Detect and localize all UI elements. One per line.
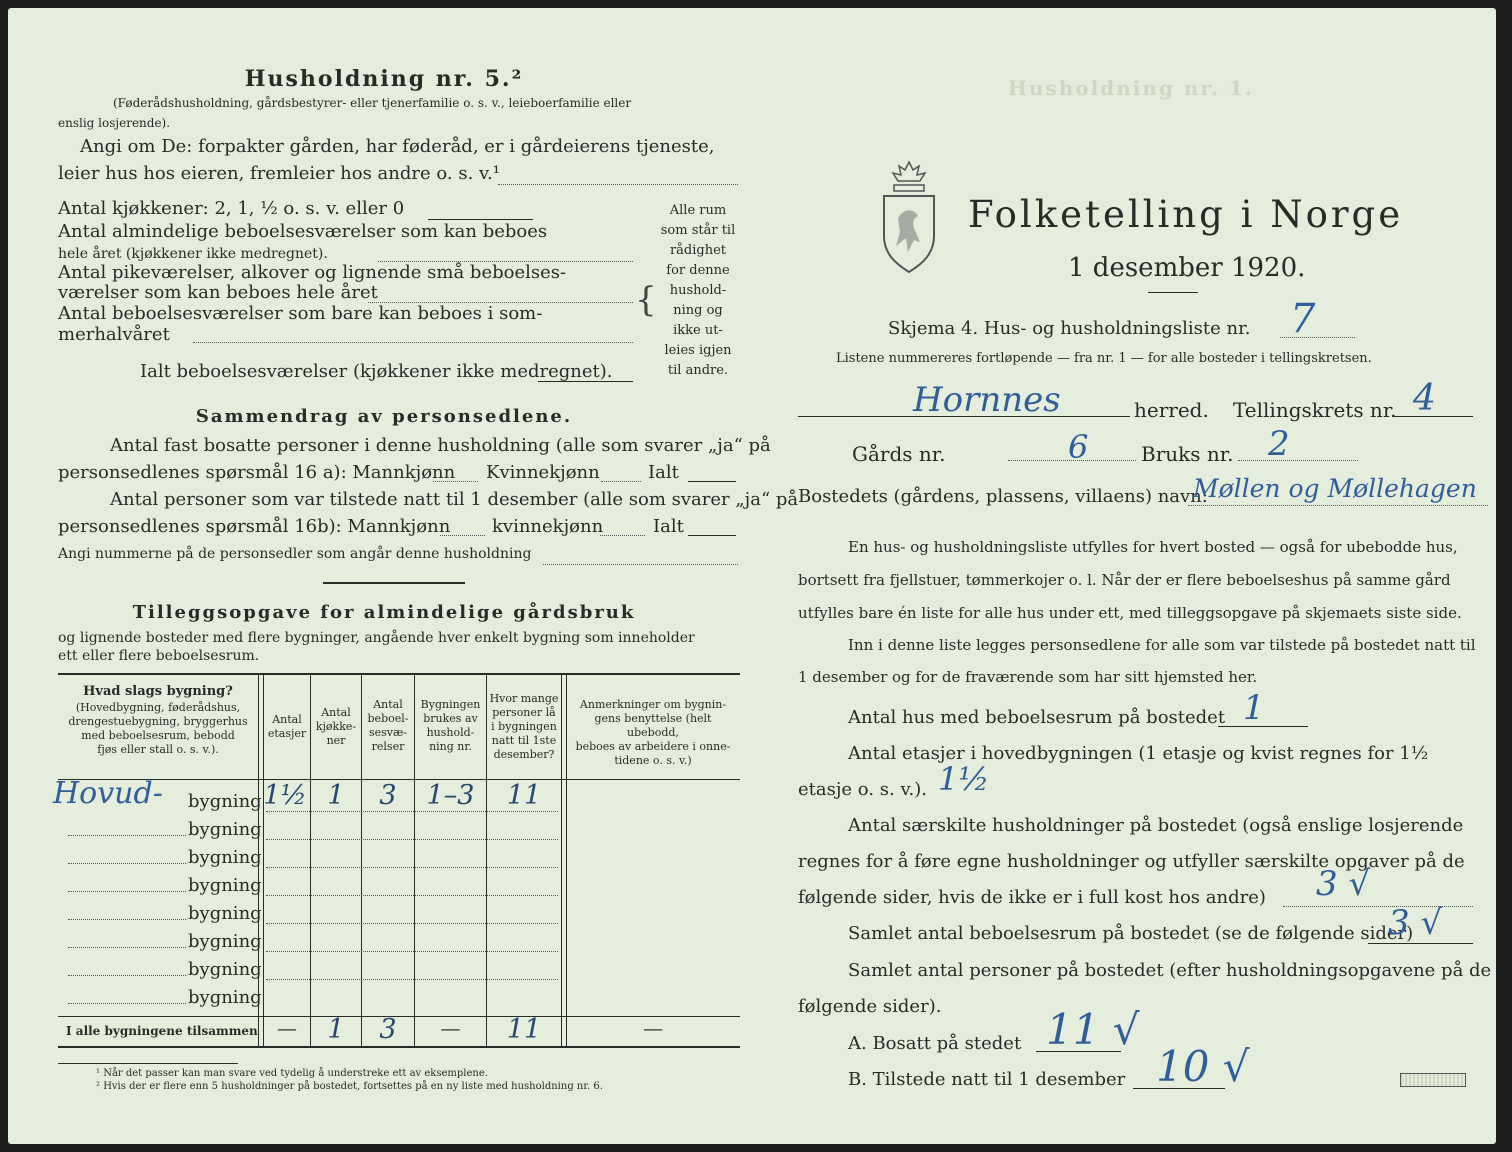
listing-note: Listene nummereres fortløpende — fra nr. 1 — for alle bosteder i tellingskretsen. <box>836 351 1372 366</box>
household-title: Husholdning nr. 5.² <box>244 66 524 92</box>
summer-rooms-label-2: merhalvåret <box>58 324 170 345</box>
side-note: Alle rum som står til rådighet for denne hushold- ning og ikke ut- leies igjen til andre. <box>660 203 736 378</box>
col-rooms-header: Antal beboel- sesvæ- relser <box>367 698 409 753</box>
instruction-3: utfylles bare én liste for alle hus under ett, med tilleggsopgave på skjemaets siste side. <box>798 604 1462 622</box>
instruction-2: bortsett fra fjellstuer, tømmerkojer o. l. Når der er flere beboelseshus på samme gård <box>798 571 1451 589</box>
total-kitchens: 1 <box>327 1014 345 1045</box>
col-notes-header: Anmerkninger om bygnin- gens benyttelse (helt ubebodd, beboes av arbeidere i onne- tidene o. s. v.) <box>575 698 731 767</box>
row-5-label: bygning <box>188 903 262 924</box>
krets-label: Tellingskrets nr. <box>1233 398 1397 422</box>
summary-heading: Sammendrag av personsedlene. <box>195 406 573 427</box>
extra-2: ett eller flere beboelsesrum. <box>58 648 260 664</box>
persons-label-2: følgende sider). <box>798 996 942 1017</box>
intro-paren-2: enslig losjerende). <box>58 116 171 130</box>
summary-1-female: Kvinnekjønn <box>486 462 600 483</box>
row-1-name: Hovud- <box>53 776 163 811</box>
left-page: Husholdning nr. 5.² (Føderådshusholdning, gårdsbestyrer- eller tjenerfamilie o. s. v., leieboerfamilie eller enslig losjerende). Angi om De: forpakter gården, har føderåd, er i gårdeierens tjeneste, leier hus hos eieren, fremleier hos andre o. s. v.¹ Antal kjøkkener: 2, 1, ½ o. s. v. eller 0 Antal almindelige beboelsesværelser som kan beboes hele året (kjøkkener ikke medregnet). Antal pikeværelser, alkover og lignende små beboelses- værelser som kan beboes hele året Antal beboelsesværelser som bare kan beboes i som- merhalvåret Ialt beboelsesværelser (kjøkkener ikke medregnet). { Alle rum som står til rådighet for denne hushold- ning og ikke ut- leies igjen til andre. Sammendrag av personsedlene. Antal fast bosatte personer i denne husholdning (alle som svarer „ja“ på personsedlenes spørsmål 16 a): Mannkjønn Kvinnekjønn Ialt Antal personer som var tilstede natt til 1 desember (alle som svarer „ja“ på personsedlenes spørsmål 16b): Mannkjønn kvinnekjønn Ialt Angi nummerne på de personsedler som angår denne husholdning Tilleggsopgave for almindelige gårdsbruk og lignende bosteder med flere bygninger, angående hver enkelt bygning som inneholder ett eller flere beboelsesrum. Hvad slags bygning? (Hovedbygning, føderådshus, drengestuebygning, bryggerhus med beboelsesrum, bebodd fjøs eller stall o. s. v.). Antal etasjer Antal kjøkke- ner Antal beboel- sesvæ- relser Bygningen brukes av hushold- ning nr. Hvor mange personer lå i bygningen natt til 1ste desember? Anmerkninger om bygnin- gens benyttelse (helt ubebodd, beboes av arbeidere i onne- tidene o. s. v.) bygning bygning bygning bygning bygning bygning bygning bygning Hovud- 1½ 1 3 1–3 11 I alle bygningene tilsammen — 1 3 — 11 — ¹ Når det passer kan man svare ved tydelig å understreke ett av eksemplene. ² Hvis der er flere enn 5 husholdninger på bostedet, fortsettes på en ny liste med husholdning nr. 6. <box>8 8 760 1144</box>
bosted-label: Bostedets (gårdens, plassens, villaens) navn: <box>798 486 1208 507</box>
row-2-label: bygning <box>188 819 262 840</box>
bruk-value: 2 <box>1268 424 1290 464</box>
extra-heading: Tilleggsopgave for almindelige gårdsbruk <box>132 602 636 623</box>
total-rooms: 3 <box>379 1014 397 1045</box>
col-persons-header: Hvor mange personer lå i bygningen natt til 1ste desember? <box>489 692 559 761</box>
row-3-label: bygning <box>188 847 262 868</box>
summary-1a: Antal fast bosatte personer i denne husholdning (alle som svarer „ja“ på <box>110 435 771 456</box>
tilstede-value: 10 √ <box>1156 1042 1250 1091</box>
footnote-1: ¹ Når det passer kan man svare ved tydelig å understreke ett av eksemplene. <box>96 1068 488 1079</box>
houses-label: Antal hus med beboelsesrum på bostedet <box>848 707 1226 728</box>
total-rooms-label: Ialt beboelsesværelser (kjøkkener ikke medregnet). <box>140 361 613 382</box>
numbers-line: Angi nummerne på de personsedler som angår denne husholdning <box>58 546 532 562</box>
herred-label: herred. <box>1134 398 1209 422</box>
bosatt-label: A. Bosatt på stedet <box>848 1033 1022 1054</box>
hh-label-1: Antal særskilte husholdninger på bostedet (også enslige losjerende <box>848 815 1464 836</box>
floors-label-1: Antal etasjer i hovedbygningen (1 etasje og kvist regnes for 1½ <box>848 743 1429 764</box>
row-1-floors: 1½ <box>263 780 307 811</box>
krets-value: 4 <box>1413 378 1436 419</box>
instruction-4: Inn i denne liste legges personsedlene for alle som var tilstede på bostedet natt til <box>848 636 1476 654</box>
bosatt-value: 11 √ <box>1046 1005 1140 1054</box>
footnote-2: ² Hvis der er flere enn 5 husholdninger på bostedet, fortsettes på en ny liste med husholdning nr. 6. <box>96 1081 603 1092</box>
summary-2-total: Ialt <box>653 516 684 537</box>
intro-line-2: leier hus hos eieren, fremleier hos andre o. s. v.¹ <box>58 163 500 184</box>
faded-heading: Husholdning nr. 1. <box>1008 76 1254 100</box>
herred-value: Hornnes <box>913 380 1061 420</box>
col-used-header: Bygningen brukes av hushold- ning nr. <box>420 698 481 753</box>
intro-paren: (Føderådshusholdning, gårdsbestyrer- eller tjenerfamilie o. s. v., leieboerfamilie eller <box>113 96 632 110</box>
census-sheet <box>8 8 1496 1144</box>
row-1-kitchens: 1 <box>327 780 345 811</box>
rooms-value: 3 √ <box>1388 903 1443 943</box>
kitchens-label: Antal kjøkkener: 2, 1, ½ o. s. v. eller 0 <box>58 198 405 219</box>
col-floors-header: Antal etasjer <box>267 713 307 740</box>
bosted-value: Møllen og Møllehagen <box>1193 474 1477 503</box>
summary-1-total: Ialt <box>648 462 679 483</box>
census-title: Folketelling i Norge <box>968 193 1404 236</box>
hh-label-2: regnes for å føre egne husholdninger og utfyller særskilte opgaver på de <box>798 851 1465 872</box>
floors-label-2: etasje o. s. v.). <box>798 779 927 800</box>
persons-label-1: Samlet antal personer på bostedet (efter husholdningsopgavene på de <box>848 960 1492 981</box>
instruction-5: 1 desember og for de fraværende som har sitt hjemsted her. <box>798 668 1258 686</box>
summary-1b: personsedlenes spørsmål 16 a): Mannkjønn <box>58 462 456 483</box>
total-used: — <box>440 1016 461 1040</box>
schema-value: 7 <box>1290 296 1316 342</box>
printer-stamp <box>1400 1073 1466 1087</box>
col-kitchens-header: Antal kjøkke- ner <box>315 706 357 747</box>
intro-line-1: Angi om De: forpakter gården, har føderåd, er i gårdeierens tjeneste, <box>80 136 715 157</box>
summer-rooms-label: Antal beboelsesværelser som bare kan beboes i som- <box>58 303 543 324</box>
row-6-label: bygning <box>188 931 262 952</box>
hh-label-3: følgende sider, hvis de ikke er i full kost hos andre) <box>798 887 1266 908</box>
instruction-1: En hus- og husholdningsliste utfylles for hvert bosted — også for ubebodde hus, <box>848 538 1458 556</box>
total-persons: 11 <box>506 1014 542 1045</box>
maid-rooms-label-2: værelser som kan beboes hele året <box>58 282 378 303</box>
summary-2b: personsedlenes spørsmål 16b): Mannkjønn <box>58 516 451 537</box>
gard-label: Gårds nr. <box>852 442 946 466</box>
col-what-header: Hvad slags bygning? (Hovedbygning, føderådshus, drengestuebygning, bryggerhus med beboelsesrum, bebodd fjøs eller stall o. s. v.). <box>68 684 248 756</box>
ordinary-rooms-label: Antal almindelige beboelsesværelser som kan beboes <box>58 221 548 242</box>
row-1-rooms: 3 <box>379 780 397 811</box>
census-date: 1 desember 1920. <box>1068 253 1306 283</box>
total-notes: — <box>643 1016 663 1040</box>
right-page <box>768 8 1496 1144</box>
ordinary-rooms-label-2: hele året (kjøkkener ikke medregnet). <box>58 246 328 262</box>
summary-2a: Antal personer som var tilstede natt til 1 desember (alle som svarer „ja“ på <box>110 489 799 510</box>
row-7-label: bygning <box>188 959 262 980</box>
hh-value: 3 √ <box>1316 864 1371 904</box>
floors-value: 1½ <box>938 760 990 798</box>
maid-rooms-label: Antal pikeværelser, alkover og lignende små beboelses- <box>58 262 567 283</box>
total-floors: — <box>277 1016 297 1040</box>
rooms-label: Samlet antal beboelsesrum på bostedet (se de følgende sider) <box>848 923 1414 944</box>
row-8-label: bygning <box>188 987 262 1008</box>
extra-1: og lignende bosteder med flere bygninger, angående hver enkelt bygning som inneholder <box>58 630 695 646</box>
houses-value: 1 <box>1243 688 1265 728</box>
row-1-persons: 11 <box>506 780 542 811</box>
bruk-label: Bruks nr. <box>1141 442 1234 466</box>
total-row-label: I alle bygningene tilsammen <box>66 1024 258 1038</box>
row-4-label: bygning <box>188 875 262 896</box>
summary-2-female: kvinnekjønn <box>492 516 604 537</box>
row-1-label: bygning <box>188 791 262 812</box>
schema-label: Skjema 4. Hus- og husholdningsliste nr. <box>888 318 1251 339</box>
tilstede-label: B. Tilstede natt til 1 desember <box>848 1069 1126 1090</box>
row-1-used: 1–3 <box>426 780 475 811</box>
coat-of-arms-icon <box>878 158 940 278</box>
gard-value: 6 <box>1068 428 1089 466</box>
